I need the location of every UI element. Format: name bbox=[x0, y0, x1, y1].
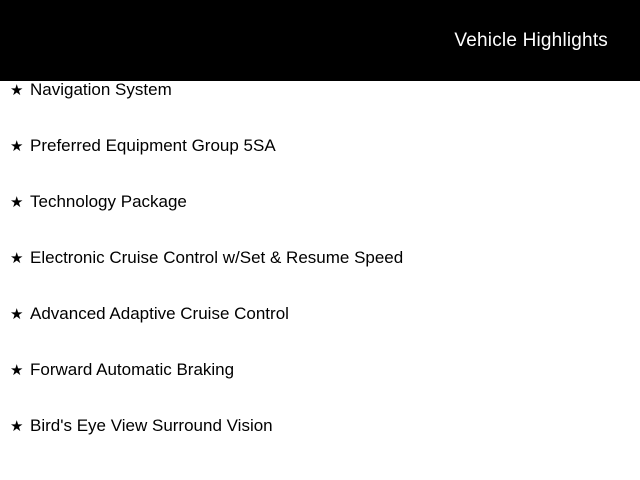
star-bullet-icon: ★ bbox=[10, 82, 24, 99]
list-item bbox=[0, 305, 640, 361]
star-bullet-icon: ★ bbox=[10, 362, 24, 379]
star-bullet-icon: ★ bbox=[10, 250, 24, 267]
list-item bbox=[0, 361, 640, 417]
list-item bbox=[0, 193, 640, 249]
page-header bbox=[0, 0, 640, 81]
page-title: Vehicle Highlights bbox=[454, 30, 608, 51]
list-item bbox=[0, 249, 640, 305]
vehicle-highlights-list bbox=[0, 81, 640, 473]
star-bullet-icon: ★ bbox=[10, 138, 24, 155]
list-item bbox=[0, 81, 640, 137]
list-item-label: Forward Automatic Braking bbox=[30, 360, 235, 379]
list-item bbox=[0, 137, 640, 193]
list-item-label: Technology Package bbox=[30, 192, 187, 211]
list-item-label: Electronic Cruise Control w/Set & Resume Speed bbox=[30, 248, 404, 267]
list-item-label: Advanced Adaptive Cruise Control bbox=[30, 304, 289, 323]
list-item-label: Bird's Eye View Surround Vision bbox=[30, 416, 273, 435]
star-bullet-icon: ★ bbox=[10, 418, 24, 435]
list-item-label: Navigation System bbox=[30, 80, 172, 99]
list-item-label: Preferred Equipment Group 5SA bbox=[30, 136, 276, 155]
star-bullet-icon: ★ bbox=[10, 306, 24, 323]
star-bullet-icon: ★ bbox=[10, 194, 24, 211]
list-item bbox=[0, 417, 640, 473]
